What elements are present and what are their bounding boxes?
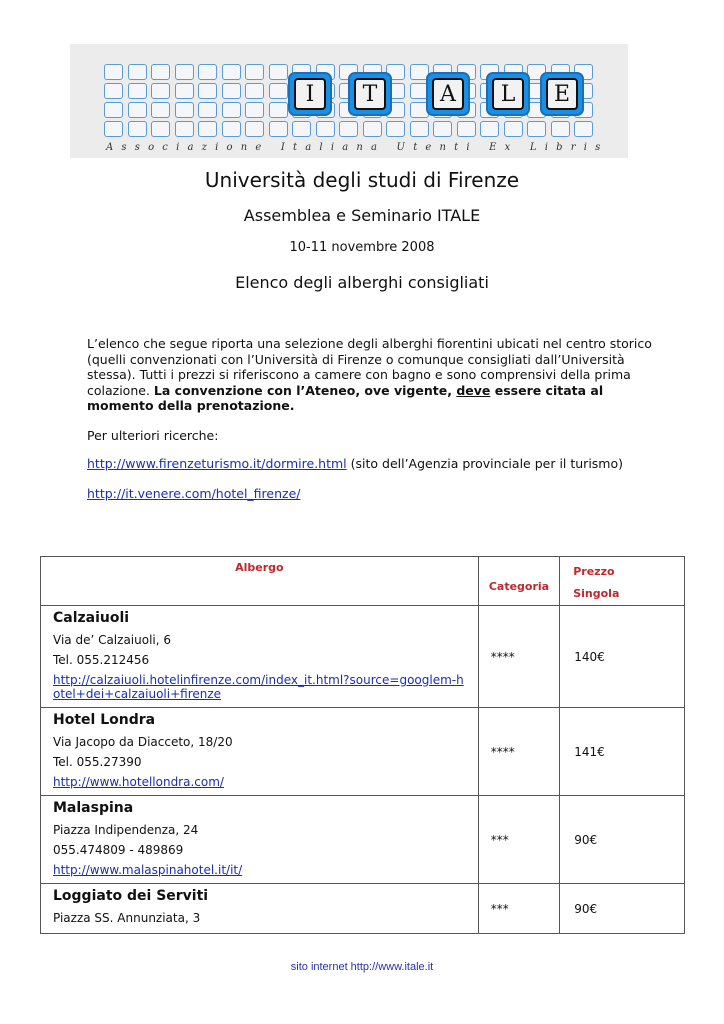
- logo-grid-square: [316, 121, 335, 137]
- intro-bold-underlined: deve: [456, 382, 491, 398]
- intro-paragraph: [87, 336, 667, 414]
- logo-grid-square: [269, 102, 288, 118]
- hotel-price: 90€: [560, 796, 685, 884]
- logo-grid-square: [222, 64, 241, 80]
- firenzeturismo-link[interactable]: http://www.firenzeturismo.it/dormire.html: [87, 456, 347, 471]
- table-row: [41, 606, 685, 708]
- col-categoria: Categoria: [478, 557, 560, 606]
- logo-grid-square: [198, 102, 217, 118]
- logo-grid-square: [269, 64, 288, 80]
- col-albergo: Albergo: [41, 557, 479, 606]
- logo-grid-square: [363, 121, 382, 137]
- logo-grid-square: [222, 121, 241, 137]
- link1-line: [87, 456, 623, 471]
- logo-grid-square: [410, 121, 429, 137]
- logo-letter-t: [348, 72, 392, 116]
- logo-grid-square: [151, 83, 170, 99]
- hotel-address: Via Jacopo da Diacceto, 18/20: [53, 735, 233, 749]
- hotel-category: ****: [478, 606, 560, 708]
- logo-grid-square: [527, 121, 546, 137]
- logo-grid-square: [175, 121, 194, 137]
- logo-grid-square: [433, 121, 452, 137]
- table-row: [41, 796, 685, 884]
- logo-grid-square: [269, 121, 288, 137]
- hotel-name: Loggiato dei Serviti: [53, 888, 209, 904]
- logo-grid-square: [386, 121, 405, 137]
- logo-grid-square: [292, 121, 311, 137]
- logo-grid-square: [128, 64, 147, 80]
- logo-grid-square: [551, 121, 570, 137]
- university-title: Università degli studi di Firenze: [204, 168, 520, 192]
- logo-grid-square: [175, 83, 194, 99]
- logo-grid-square: [104, 83, 123, 99]
- logo-grid-square: [198, 83, 217, 99]
- logo-letter-a: [426, 72, 470, 116]
- hotel-category: ****: [478, 708, 560, 796]
- logo-grid-square: [128, 121, 147, 137]
- hotel-name: Calzaiuoli: [53, 610, 130, 626]
- hotel-cell: [41, 606, 479, 708]
- hotel-phone: 055.474809 - 489869: [53, 843, 184, 857]
- logo-grid-square: [198, 121, 217, 137]
- col-prezzo: [560, 557, 685, 606]
- hotel-price: 90€: [560, 884, 685, 934]
- logo-grid-square: [175, 64, 194, 80]
- hotel-address: Piazza Indipendenza, 24: [53, 823, 199, 837]
- table-row: [41, 884, 685, 934]
- hotel-category: ***: [478, 796, 560, 884]
- hotel-link[interactable]: http://calzaiuoli.hotelinfirenze.com/index_it.html?source=googlem-hotel+dei+calzaiuoli+firenze: [53, 673, 464, 701]
- logo-grid-square: [504, 121, 523, 137]
- logo-grid-square: [339, 121, 358, 137]
- logo-letter-text: A: [432, 78, 464, 110]
- logo-letter-i: [288, 72, 332, 116]
- logo-grid-square: [245, 102, 264, 118]
- hotel-link[interactable]: http://www.hotellondra.com/: [53, 775, 224, 789]
- hotel-name: Hotel Londra: [53, 712, 156, 728]
- hotel-address: Piazza SS. Annunziata, 3: [53, 911, 201, 925]
- list-subtitle: Elenco degli alberghi consigliati: [235, 273, 489, 292]
- logo-letter-text: E: [546, 78, 578, 110]
- hotel-cell: [41, 796, 479, 884]
- logo-letter-text: T: [354, 78, 386, 110]
- intro-bold-note: [87, 383, 603, 414]
- intro-text: L’elenco che segue riporta una selezione degli alberghi fiorentini ubicati nel centro storico (quelli convenzionati con l’Università di Firenze o comunque consigliati dall’Università stessa). Tutti i prezzi si riferiscono a camere con bagno e sono comprensivi della prima colazione.: [87, 336, 652, 398]
- logo-grid-square: [151, 64, 170, 80]
- table-header-row: [41, 557, 685, 606]
- logo-grid-square: [269, 83, 288, 99]
- col-prezzo-label: Prezzo: [573, 565, 615, 578]
- hotel-link[interactable]: http://www.malaspinahotel.it/it/: [53, 863, 243, 877]
- logo-grid-square: [574, 121, 593, 137]
- intro-bold-after: essere citata al momento della prenotazione.: [87, 382, 604, 413]
- logo-grid-square: [245, 121, 264, 137]
- logo-grid-square: [222, 102, 241, 118]
- hotel-price: 141€: [560, 708, 685, 796]
- venere-link[interactable]: http://it.venere.com/hotel_firenze/: [87, 486, 301, 501]
- logo-grid-square: [128, 102, 147, 118]
- event-date: 10-11 novembre 2008: [289, 240, 435, 255]
- logo-grid-square: [245, 83, 264, 99]
- logo-grid-square: [245, 64, 264, 80]
- link2-line: [87, 486, 300, 501]
- logo-grid-square: [198, 64, 217, 80]
- logo-letter-e: [540, 72, 584, 116]
- logo-grid-square: [175, 102, 194, 118]
- logo-grid-square: [480, 121, 499, 137]
- hotel-address: Via de’ Calzaiuoli, 6: [53, 633, 172, 647]
- itale-logo: [70, 44, 628, 158]
- col-singola-label: Singola: [573, 587, 620, 600]
- logo-grid-square: [104, 102, 123, 118]
- logo-letter-l: [486, 72, 530, 116]
- logo-grid-square: [457, 121, 476, 137]
- intro-bold-before: La convenzione con l’Ateneo, ove vigente,: [153, 382, 457, 398]
- logo-grid-square: [104, 121, 123, 137]
- logo-grid-square: [151, 102, 170, 118]
- hotel-cell: [41, 708, 479, 796]
- table-row: [41, 708, 685, 796]
- hotel-phone: Tel. 055.212456: [53, 653, 150, 667]
- event-title: Assemblea e Seminario ITALE: [243, 206, 481, 225]
- hotel-table: [40, 556, 685, 934]
- hotel-category: ***: [478, 884, 560, 934]
- logo-tagline: Associazione Italiana Utenti Ex Libris: [106, 142, 609, 153]
- logo-grid-square: [222, 83, 241, 99]
- hotel-cell: [41, 884, 479, 934]
- logo-grid-square: [151, 121, 170, 137]
- logo-grid-square: [104, 64, 123, 80]
- hotel-phone: Tel. 055.27390: [53, 755, 142, 769]
- logo-grid-square: [128, 83, 147, 99]
- logo-letter-text: L: [492, 78, 524, 110]
- hotel-price: 140€: [560, 606, 685, 708]
- further-research: Per ulteriori ricerche:: [87, 428, 219, 443]
- footer-site: sito internet http://www.itale.it: [290, 961, 434, 973]
- logo-letter-text: I: [294, 78, 326, 110]
- hotel-name: Malaspina: [53, 800, 134, 816]
- link1-note: (sito dell’Agenzia provinciale per il turismo): [346, 456, 624, 471]
